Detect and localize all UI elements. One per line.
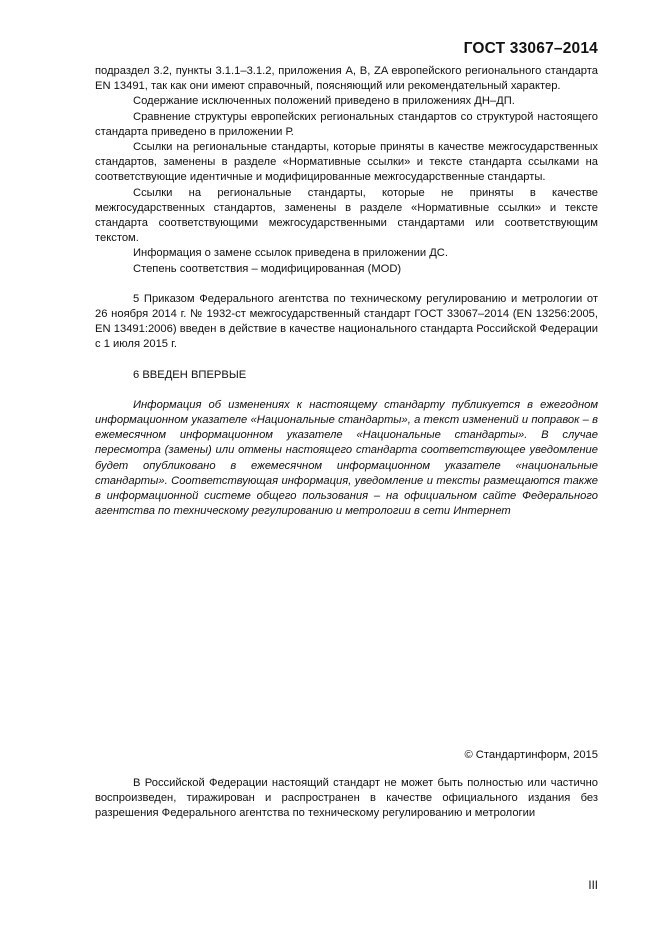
paragraph-conformity-degree: Степень соответствия – модифицированная (MOD) [133, 262, 402, 275]
paragraph-adopted-references: Ссылки на региональные стандарты, которые приняты в качестве межгосударственных стандартов, заменены в разделе «Нормативные ссылки» и тексте стандарта ссылками на соответствующие идентичные и модифицированные межгосударственные стандарты. [95, 141, 598, 184]
paragraph-first-introduced: 6 ВВЕДЕН ВПЕРВЫЕ [133, 368, 247, 381]
paragraph-excluded-content: Содержание исключенных положений приведено в приложениях ДН–ДП. [133, 95, 515, 108]
paragraph-excluded-sections: подраздел 3.2, пункты 3.1.1–3.1.2, приложения А, В, ZA европейского регионального стандарта EN 13491, так как они имеют справочный, поясняющий или рекомендательный характер. [95, 65, 598, 93]
copyright-line: © Стандартинформ, 2015 [464, 749, 598, 761]
standard-code-header: ГОСТ 33067–2014 [463, 40, 598, 57]
paragraph-order-info: 5 Приказом Федерального агентства по техническому регулированию и метрологии от 26 ноября 2014 г. № 1932-ст межгосударственный стандарт ГОСТ 33067–2014 (EN 13256:2005, EN 13491:2006) введен в действие в качестве национального стандарта Российской Федерации с 1 июля 2015 г. [95, 292, 598, 351]
page-number: III [588, 880, 598, 892]
paragraph-reference-replacement: Информация о замене ссылок приведена в приложении ДС. [133, 247, 448, 260]
notice-text: В Российской Федерации настоящий стандарт не может быть полностью или частично воспроизведен, тиражирован и распространен в качестве официального издания без разрешения Федерального агентства по техническому регулированию и метрологии [95, 777, 598, 820]
reproduction-notice [95, 776, 598, 822]
paragraph-non-adopted-references: Ссылки на региональные стандарты, которые не приняты в качестве межгосударственных стандартов, заменены в разделе «Нормативные ссылки» и тексте стандарта соответствующими межгосударственными стандартами или соответствующим текстом. [95, 186, 598, 245]
paragraph-change-information: Информация об изменениях к настоящему стандарту публикуется в ежегодном информационном указателе «Национальные стандарты», а текст изменений и поправок – в ежемесячном информационном указателе «Национальные стандарты». В случае пересмотра (замены) или отмены настоящего стандарта соответствующее уведомление будет опубликовано в ежемесячном информационном указателе «национальные стандарты». Соответствующая информация, уведомление и тексты размещаются также в информационной системе общего пользования – на официальном сайте Федерального агентства по техническому регулированию и метрологии в сети Интернет [95, 398, 598, 518]
paragraph-structure-comparison: Сравнение структуры европейских региональных стандартов со структурой настоящего стандарта приведено в приложении Р. [95, 110, 598, 138]
main-text [95, 64, 598, 519]
